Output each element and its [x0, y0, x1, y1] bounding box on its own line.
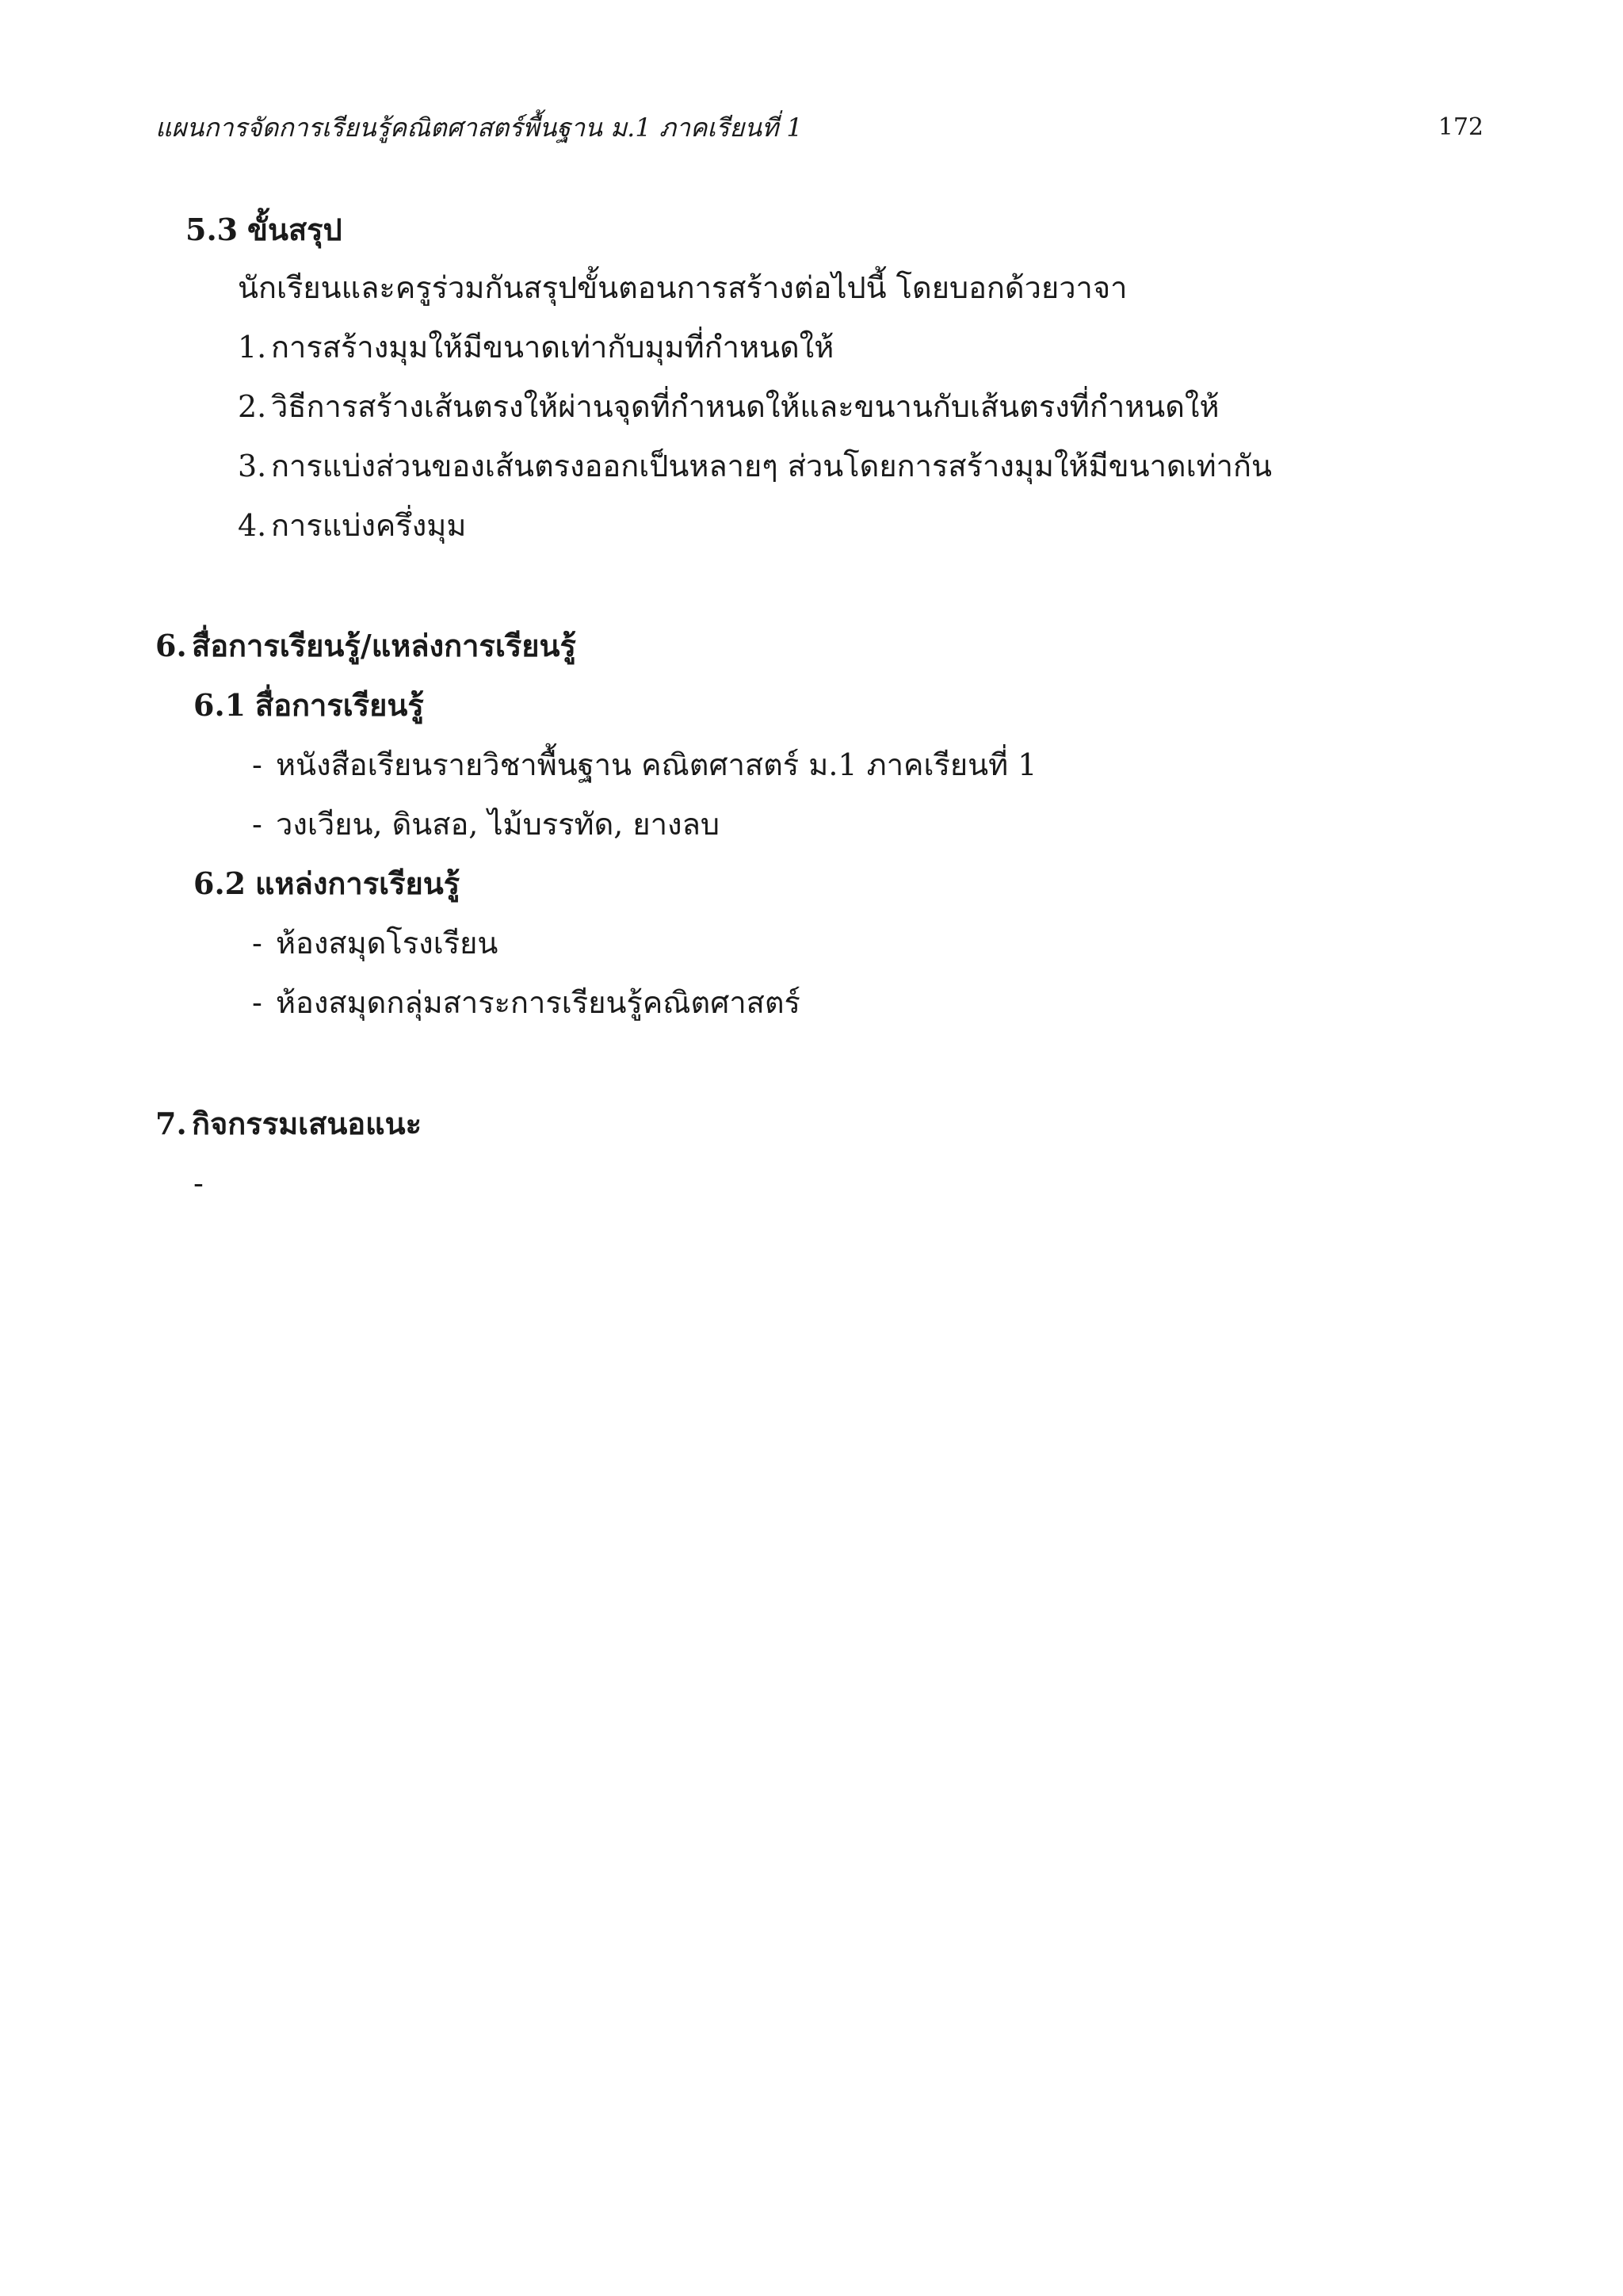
section-6-2-heading: [193, 861, 460, 906]
bullet-item: [252, 802, 720, 846]
list-item: [238, 384, 1220, 429]
list-item: [238, 325, 834, 369]
section-title: สื่อการเรียนรู้: [255, 687, 424, 723]
section-5-3-heading: [185, 208, 342, 252]
list-item-text: การแบ่งครึ่งมุม: [271, 508, 467, 543]
section-number: 7.: [155, 1106, 187, 1141]
section-number: 5.3: [185, 212, 239, 247]
section-5-3-intro: นักเรียนและครูร่วมกันสรุปขั้นตอนการสร้างต่อไปนี้ โดยบอกด้วยวาจา: [238, 270, 1128, 305]
list-item-text: วิธีการสร้างเส้นตรงให้ผ่านจุดที่กำหนดให้และขนานกับเส้นตรงที่กำหนดให้: [271, 389, 1220, 424]
section-title: ขั้นสรุป: [247, 212, 342, 247]
bullet-marker: -: [252, 807, 262, 842]
bullet-item: [252, 743, 1037, 787]
bullet-item: [252, 921, 498, 965]
bullet-marker: -: [252, 926, 262, 961]
page-number: 172: [1438, 113, 1484, 141]
bullet-text: วงเวียน, ดินสอ, ไม้บรรทัด, ยางลบ: [276, 807, 720, 842]
bullet-text: หนังสือเรียนรายวิชาพื้นฐาน คณิตศาสตร์ ม.1 ภาคเรียนที่ 1: [276, 747, 1037, 782]
bullet-text: ห้องสมุดกลุ่มสาระการเรียนรู้คณิตศาสตร์: [276, 985, 800, 1020]
section-title: กิจกรรมเสนอแนะ: [192, 1106, 422, 1141]
section-7-content: -: [193, 1166, 204, 1201]
list-item: [238, 444, 1272, 488]
list-item: [238, 503, 466, 548]
section-6-1-heading: [193, 683, 424, 728]
section-title: สื่อการเรียนรู้/แหล่งการเรียนรู้: [192, 628, 576, 663]
list-item-number: 2.: [238, 389, 267, 424]
list-item-number: 4.: [238, 508, 267, 543]
list-item-text: การแบ่งส่วนของเส้นตรงออกเป็นหลายๆ ส่วนโดยการสร้างมุมให้มีขนาดเท่ากัน: [271, 449, 1272, 483]
list-item-number: 3.: [238, 449, 267, 483]
page-header: [155, 108, 1484, 147]
section-number: 6.2: [193, 865, 246, 901]
list-item-number: 1.: [238, 330, 267, 365]
section-number: 6.: [155, 628, 187, 663]
bullet-marker: -: [252, 747, 262, 782]
list-item-text: การสร้างมุมให้มีขนาดเท่ากับมุมที่กำหนดให้: [271, 330, 834, 365]
section-7-heading: [155, 1102, 422, 1146]
bullet-item: [252, 980, 800, 1025]
bullet-marker: -: [252, 985, 262, 1020]
section-6-heading: [155, 624, 576, 668]
header-title: แผนการจัดการเรียนรู้คณิตศาสตร์พื้นฐาน ม.1 ภาคเรียนที่ 1: [155, 113, 803, 143]
bullet-text: ห้องสมุดโรงเรียน: [276, 926, 498, 961]
section-number: 6.1: [193, 687, 246, 723]
section-title: แหล่งการเรียนรู้: [255, 865, 460, 901]
